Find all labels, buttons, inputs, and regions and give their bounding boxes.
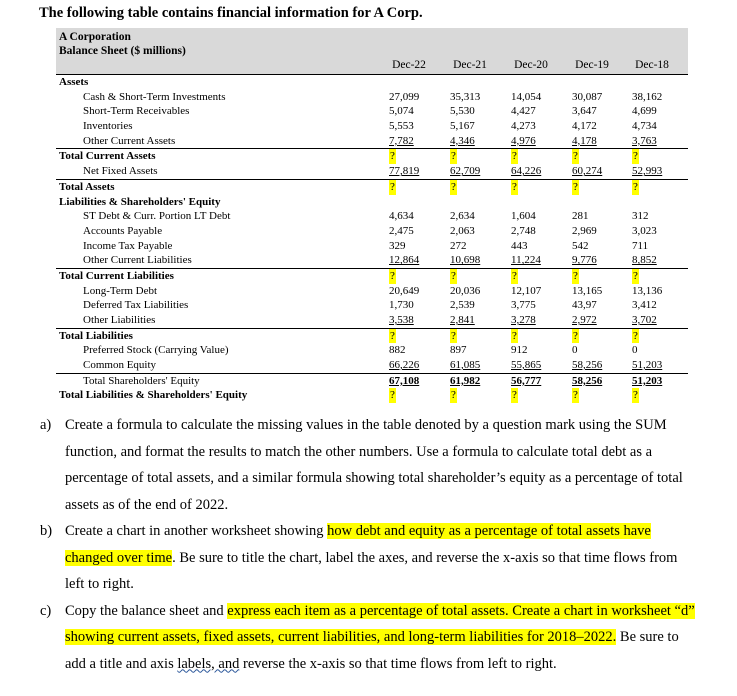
spellcheck-underline: labels, and bbox=[177, 655, 240, 672]
missing-value-cell: ? bbox=[573, 180, 578, 193]
table-row bbox=[56, 298, 688, 313]
row-label: Long-Term Debt bbox=[83, 284, 158, 297]
missing-value-cell: ? bbox=[573, 269, 578, 282]
value-cell: 60,274 bbox=[572, 165, 603, 178]
value-cell: 52,993 bbox=[632, 165, 663, 178]
row-label: Total Current Liabilities bbox=[59, 269, 174, 282]
value-cell: 1,730 bbox=[389, 299, 414, 312]
missing-value-cell: ? bbox=[451, 329, 456, 342]
value-cell: 13,165 bbox=[572, 284, 603, 297]
row-label: Total Liabilities & Shareholders' Equity bbox=[59, 389, 248, 402]
value-cell: 38,162 bbox=[632, 90, 663, 103]
value-cell: 9,776 bbox=[572, 254, 597, 267]
missing-value-cell: ? bbox=[573, 329, 578, 342]
question-letter: b) bbox=[40, 523, 53, 539]
value-cell: 20,649 bbox=[389, 284, 420, 297]
missing-value-cell: ? bbox=[451, 269, 456, 282]
column-header: Dec-19 bbox=[575, 59, 609, 71]
question-c bbox=[40, 598, 700, 678]
question-text: reverse the x-axis so that time flows from left to right. bbox=[239, 655, 557, 672]
value-cell: 2,972 bbox=[572, 314, 597, 326]
sheet-header bbox=[56, 28, 688, 74]
question-letter: a) bbox=[40, 417, 52, 433]
value-cell: 3,702 bbox=[632, 314, 657, 326]
value-cell: 3,412 bbox=[632, 299, 657, 312]
table-row bbox=[56, 104, 688, 119]
value-cell: 4,976 bbox=[511, 134, 536, 147]
table-row bbox=[56, 134, 688, 149]
value-cell: 3,763 bbox=[632, 134, 657, 147]
missing-value-cell: ? bbox=[633, 180, 638, 193]
row-label: Common Equity bbox=[83, 359, 157, 372]
value-cell: 5,530 bbox=[450, 105, 475, 118]
question-a bbox=[40, 412, 700, 518]
highlighted-text: express each item as a percentage of total assets. Create a chart in worksheet “d” showing current assets, fixed assets, current liabilities, and long-term liabilities for 2018–2022. bbox=[65, 602, 695, 645]
page-heading: The following table contains financial information for A Corp. bbox=[39, 5, 423, 21]
table-row bbox=[56, 373, 688, 389]
value-cell: 67,108 bbox=[389, 374, 420, 387]
question-text: Create a formula to calculate the missing values in the table denoted by a question mark using the SUM function, and format the results to match the other numbers. Use a formula to calculate total debt as a percentage of total assets, and a similar formula showing total shareholder’s equity as a percentage of total assets as of the end of 2022. bbox=[65, 417, 683, 513]
value-cell: 3,023 bbox=[632, 224, 657, 237]
value-cell: 66,226 bbox=[389, 359, 420, 372]
missing-value-cell: ? bbox=[451, 389, 456, 402]
row-label: Net Fixed Assets bbox=[83, 165, 158, 178]
missing-value-cell: ? bbox=[633, 389, 638, 402]
row-label: ST Debt & Curr. Portion LT Debt bbox=[83, 210, 231, 223]
value-cell: 4,734 bbox=[632, 120, 657, 133]
question-text: . Be sure to title the chart, label the axes, and reverse the x-axis so that time flows from left to right. bbox=[65, 549, 678, 592]
value-cell: 13,136 bbox=[632, 284, 663, 297]
missing-value-cell: ? bbox=[633, 269, 638, 282]
value-cell: 12,107 bbox=[511, 284, 542, 297]
value-cell: 3,278 bbox=[511, 314, 536, 326]
value-cell: 2,748 bbox=[511, 224, 536, 237]
value-cell: 4,634 bbox=[389, 210, 414, 223]
value-cell: 11,224 bbox=[511, 254, 541, 267]
value-cell: 5,167 bbox=[450, 120, 475, 133]
table-row bbox=[56, 195, 688, 210]
value-cell: 20,036 bbox=[450, 284, 481, 297]
table-body bbox=[56, 74, 688, 403]
row-label: Total Current Assets bbox=[59, 150, 156, 163]
row-label: Total Shareholders' Equity bbox=[83, 374, 200, 387]
row-label: Other Liabilities bbox=[83, 314, 156, 326]
value-cell: 35,313 bbox=[450, 90, 481, 103]
missing-value-cell: ? bbox=[390, 150, 395, 163]
row-label: Income Tax Payable bbox=[83, 239, 173, 252]
table-row bbox=[56, 90, 688, 105]
value-cell: 64,226 bbox=[511, 165, 542, 178]
missing-value-cell: ? bbox=[512, 269, 517, 282]
table-row bbox=[56, 343, 688, 358]
value-cell: 4,699 bbox=[632, 105, 657, 118]
value-cell: 2,475 bbox=[389, 224, 414, 237]
value-cell: 312 bbox=[632, 210, 649, 223]
table-row bbox=[56, 209, 688, 224]
missing-value-cell: ? bbox=[512, 389, 517, 402]
missing-value-cell: ? bbox=[633, 150, 638, 163]
missing-value-cell: ? bbox=[390, 389, 395, 402]
question-text: Be sure to add a title and axis bbox=[65, 629, 679, 672]
value-cell: 542 bbox=[572, 239, 589, 252]
missing-value-cell: ? bbox=[451, 180, 456, 193]
missing-value-cell: ? bbox=[390, 329, 395, 342]
value-cell: 4,427 bbox=[511, 105, 536, 118]
value-cell: 5,553 bbox=[389, 120, 414, 133]
value-cell: 4,178 bbox=[572, 134, 597, 147]
value-cell: 61,085 bbox=[450, 359, 481, 372]
value-cell: 272 bbox=[450, 239, 467, 252]
value-cell: 5,074 bbox=[389, 105, 414, 118]
value-cell: 27,099 bbox=[389, 90, 420, 103]
column-header: Dec-22 bbox=[392, 59, 426, 71]
value-cell: 4,346 bbox=[450, 134, 475, 147]
value-cell: 0 bbox=[572, 344, 578, 357]
value-cell: 443 bbox=[511, 239, 528, 252]
row-label: Short-Term Receivables bbox=[83, 105, 190, 118]
value-cell: 2,634 bbox=[450, 210, 475, 223]
table-row bbox=[56, 179, 688, 195]
table-row bbox=[56, 313, 688, 328]
row-label: Other Current Assets bbox=[83, 134, 176, 147]
column-header: Dec-18 bbox=[635, 59, 669, 71]
value-cell: 281 bbox=[572, 210, 589, 223]
column-header: Dec-20 bbox=[514, 59, 548, 71]
missing-value-cell: ? bbox=[573, 150, 578, 163]
value-cell: 7,782 bbox=[389, 134, 414, 147]
value-cell: 12,864 bbox=[389, 254, 420, 267]
highlighted-text: how debt and equity as a percentage of total assets have changed over time bbox=[65, 523, 651, 566]
value-cell: 4,172 bbox=[572, 120, 597, 133]
question-b bbox=[40, 518, 700, 598]
row-label: Assets bbox=[59, 76, 89, 88]
value-cell: 912 bbox=[511, 344, 528, 357]
question-text: Copy the balance sheet and bbox=[65, 602, 228, 619]
table-row bbox=[56, 253, 688, 268]
value-cell: 3,538 bbox=[389, 314, 414, 326]
missing-value-cell: ? bbox=[512, 180, 517, 193]
missing-value-cell: ? bbox=[451, 150, 456, 163]
missing-value-cell: ? bbox=[512, 329, 517, 342]
value-cell: 2,539 bbox=[450, 299, 475, 312]
table-row bbox=[56, 284, 688, 299]
table-row bbox=[56, 119, 688, 134]
value-cell: 43,97 bbox=[572, 299, 597, 312]
row-label: Accounts Payable bbox=[83, 224, 163, 237]
table-row bbox=[56, 74, 688, 90]
value-cell: 2,841 bbox=[450, 314, 475, 326]
row-label: Cash & Short-Term Investments bbox=[83, 90, 226, 103]
value-cell: 3,775 bbox=[511, 299, 536, 312]
row-label: Inventories bbox=[83, 120, 133, 133]
value-cell: 58,256 bbox=[572, 359, 603, 372]
missing-value-cell: ? bbox=[573, 389, 578, 402]
value-cell: 77,819 bbox=[389, 165, 420, 178]
company-name: A Corporation bbox=[59, 31, 131, 43]
value-cell: 2,969 bbox=[572, 224, 597, 237]
table-row bbox=[56, 164, 688, 179]
value-cell: 10,698 bbox=[450, 254, 481, 267]
value-cell: 58,256 bbox=[572, 374, 603, 387]
value-cell: 55,865 bbox=[511, 359, 542, 372]
row-label: Deferred Tax Liabilities bbox=[83, 299, 189, 312]
missing-value-cell: ? bbox=[390, 180, 395, 193]
row-label: Liabilities & Shareholders' Equity bbox=[59, 195, 221, 208]
row-label: Total Assets bbox=[59, 180, 115, 193]
table-row bbox=[56, 388, 688, 403]
question-letter: c) bbox=[40, 602, 52, 619]
column-header: Dec-21 bbox=[453, 59, 487, 71]
row-label: Preferred Stock (Carrying Value) bbox=[83, 344, 229, 357]
value-cell: 4,273 bbox=[511, 120, 536, 133]
value-cell: 711 bbox=[632, 239, 649, 252]
table-row bbox=[56, 328, 688, 344]
value-cell: 897 bbox=[450, 344, 467, 357]
missing-value-cell: ? bbox=[390, 269, 395, 282]
value-cell: 8,852 bbox=[632, 254, 657, 267]
table-row bbox=[56, 148, 688, 164]
table-row bbox=[56, 239, 688, 254]
value-cell: 329 bbox=[389, 239, 406, 252]
value-cell: 2,063 bbox=[450, 224, 475, 237]
value-cell: 30,087 bbox=[572, 90, 603, 103]
question-text: Create a chart in another worksheet showing bbox=[65, 523, 328, 539]
value-cell: 51,203 bbox=[632, 374, 663, 387]
table-row bbox=[56, 358, 688, 373]
value-cell: 0 bbox=[632, 344, 638, 357]
value-cell: 61,982 bbox=[450, 374, 481, 387]
table-row bbox=[56, 268, 688, 284]
row-label: Other Current Liabilities bbox=[83, 254, 192, 267]
value-cell: 51,203 bbox=[632, 359, 663, 372]
value-cell: 14,054 bbox=[511, 90, 542, 103]
table-row bbox=[56, 224, 688, 239]
value-cell: 62,709 bbox=[450, 165, 481, 178]
value-cell: 882 bbox=[389, 344, 406, 357]
row-label: Total Liabilities bbox=[59, 329, 133, 342]
balance-sheet bbox=[56, 28, 688, 403]
missing-value-cell: ? bbox=[512, 150, 517, 163]
question-list bbox=[40, 412, 700, 677]
value-cell: 3,647 bbox=[572, 105, 597, 118]
sheet-title: Balance Sheet ($ millions) bbox=[59, 45, 186, 57]
value-cell: 56,777 bbox=[511, 374, 542, 387]
missing-value-cell: ? bbox=[633, 329, 638, 342]
value-cell: 1,604 bbox=[511, 210, 536, 223]
